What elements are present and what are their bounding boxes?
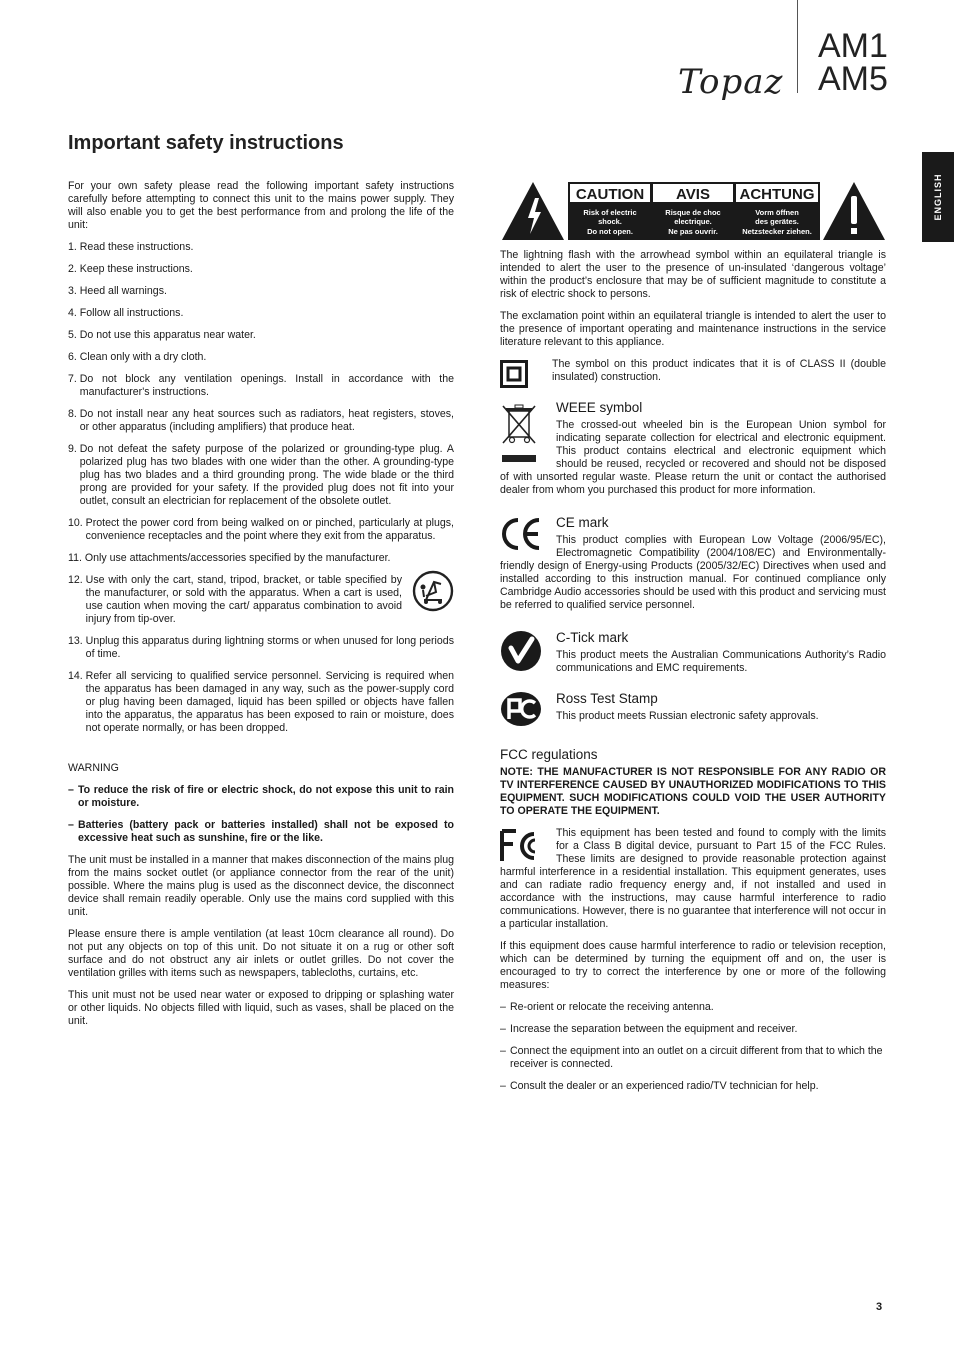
warning-item	[68, 784, 454, 810]
model-1: AM1	[818, 27, 888, 65]
ctick-title: C-Tick mark	[556, 630, 629, 645]
fcc-measure-text: Consult the dealer or an experienced radio/TV technician for help.	[510, 1080, 819, 1092]
warning-text: Batteries (battery pack or batteries installed) shall not be exposed to excessive heat such as sunshine, fire or the like.	[78, 819, 454, 844]
list-item	[68, 241, 454, 254]
ventilation-paragraph: Please ensure there is ample ventilation (at least 10cm clearance all round). Do not put any objects on top of this unit. Do not situate it on a rug or other soft surface and do not obstruct any air inlets or outlet grilles. Do not cover the ventilation grilles with items such as newspapers, tablecloths, curtains, etc.	[68, 928, 454, 979]
ce-block	[500, 515, 886, 612]
list-number: 4.	[68, 307, 80, 319]
fcc-measure	[500, 1080, 886, 1093]
list-number: 11.	[68, 552, 85, 564]
ross-block	[500, 691, 886, 727]
fcc-measure	[500, 1045, 886, 1071]
language-tab	[922, 152, 954, 242]
warning-text: To reduce the risk of fire or electric shock, do not expose this unit to rain or moisture.	[78, 784, 454, 809]
list-text: Heed all warnings.	[79, 285, 167, 297]
list-item	[68, 574, 454, 626]
water-paragraph: This unit must not be used near water or exposed to dripping or splashing water or other liquids. No objects filled with liquid, such as vases, shall be placed on the unit.	[68, 989, 454, 1027]
avis-sub: Risque de choc	[665, 208, 721, 217]
brand-logo: Topaz	[678, 62, 784, 102]
fcc-measure-text: Connect the equipment into an outlet on a circuit different from that to which the receiver is connected.	[510, 1045, 883, 1070]
list-text: Use with only the cart, stand, tripod, bracket, or table specified by the manufacturer, or sold with the apparatus. When a cart is used, use caution when moving the cart/ apparatus combination to avoid injury from tip-over.	[85, 574, 402, 625]
exclamation-paragraph: The exclamation point within an equilateral triangle is intended to alert the user to the presence of important operating and maintenance instructions in the service literature relevant to this appliance.	[500, 310, 886, 348]
list-number: 8.	[68, 408, 80, 420]
ce-text: This product complies with European Low Voltage (2006/95/EC), Electromagnetic Compatibility (2004/108/EC) and Environmentally-friendly design of Energy-using Products (2005/32/EC) Directives when used and installed according to this instruction manual. For continued compliance only Cambridge Audio accessories should be used with this product and servicing must be referred to qualified service personnel.	[500, 534, 886, 611]
list-text: Do not block any ventilation openings. Install in accordance with the manufacturer's instructions.	[79, 373, 454, 398]
fcc-logo-icon	[500, 829, 542, 863]
intro-paragraph: For your own safety please read the following important safety instructions carefully before attempting to connect this unit to the mains power supply. They will also enable you to get the best performance from and prolong the life of the unit:	[68, 180, 454, 231]
list-number: 9.	[68, 443, 80, 455]
fcc-measure	[500, 1001, 886, 1014]
avis-sub: electrique.	[674, 217, 712, 226]
ross-test-stamp-icon	[500, 691, 542, 727]
achtung-sub: des gerätes.	[755, 217, 799, 226]
list-item	[68, 670, 454, 735]
list-number: 5.	[68, 329, 80, 341]
list-item	[68, 285, 454, 298]
fcc-note: NOTE: THE MANUFACTURER IS NOT RESPONSIBLE FOR ANY RADIO OR TV INTERFERENCE CAUSED BY UNAUTHORIZED MODIFICATIONS TO THIS EQUIPMENT. SUCH MODIFICATIONS COULD VOID THE USER AUTHORITY TO OPERATE THE EQUIPMENT.	[500, 766, 886, 817]
language-tab-label: ENGLISH	[933, 173, 943, 221]
caution-label	[500, 180, 886, 242]
avis-heading: AVIS	[676, 186, 710, 203]
list-text: Keep these instructions.	[79, 263, 193, 275]
fcc-measure-text: Re-orient or relocate the receiving antenna.	[510, 1001, 714, 1013]
dash: –	[500, 1080, 506, 1092]
achtung-sub: Netzstecker ziehen.	[742, 227, 812, 236]
class2-block	[500, 358, 886, 388]
caution-heading: CAUTION	[575, 186, 645, 203]
ctick-block	[500, 630, 886, 675]
achtung-heading: ACHTUNG	[739, 186, 815, 203]
list-text: Unplug this apparatus during lightning storms or when unused for long periods of time.	[85, 635, 454, 660]
fcc-text-2: If this equipment does cause harmful interference to radio or television reception, which can be determined by turning the equipment off and on, the user is encouraged to try to correct the interference by one or more of the following measures:	[500, 940, 886, 991]
page-number: 3	[876, 1301, 883, 1313]
list-text: Do not defeat the safety purpose of the polarized or grounding-type plug. A polarized plug has two blades with one wider than the other. A grounding-type plug has two blades and a third grounding prong. The wide blade or the third prong are provided for your safety. If the provided plug does not fit into your outlet, consult an electrician for replacement of the obsolete outlet.	[79, 443, 454, 507]
list-text: Do not install near any heat sources such as radiators, heat registers, stoves, or other apparatus (including amplifiers) that produce heat.	[79, 408, 454, 433]
list-item	[68, 373, 454, 399]
caution-sub: shock.	[598, 217, 622, 226]
achtung-sub: Vorm öffnen	[755, 208, 799, 217]
list-item	[68, 443, 454, 508]
fcc-measure-text: Increase the separation between the equipment and receiver.	[510, 1023, 798, 1035]
list-item	[68, 307, 454, 320]
dash: –	[500, 1023, 506, 1035]
lightning-paragraph: The lightning flash with the arrowhead symbol within an equilateral triangle is intended to alert the user to the presence of un-insulated ‘dangerous voltage’ within the product’s enclosure that may be of sufficient magnitude to constitute a risk of electric shock to persons.	[500, 249, 886, 300]
ctick-text: This product meets the Australian Communications Authority’s Radio communications and EMC requirements.	[556, 649, 886, 674]
weee-block	[500, 400, 886, 497]
fcc-block	[500, 827, 886, 931]
list-item	[68, 351, 454, 364]
ce-title: CE mark	[556, 515, 609, 530]
right-column	[500, 180, 886, 1102]
list-item	[68, 552, 454, 565]
dash: –	[68, 819, 74, 831]
header-divider	[797, 0, 798, 93]
warning-item	[68, 819, 454, 845]
weee-text: The crossed-out wheeled bin is the European Union symbol for indicating separate collection for electrical and electronic equipment. This product contains electrical and electronic equipment which should be reused, recycled or recovered and should not be disposed of with unsorted regular waste. Please return the unit or contact the authorised dealer from whom you purchased this product for more information.	[500, 419, 886, 496]
list-item	[68, 517, 454, 543]
list-text: Clean only with a dry cloth.	[79, 351, 207, 363]
ross-text: This product meets Russian electronic safety approvals.	[556, 710, 819, 722]
page-title: Important safety instructions	[68, 132, 344, 154]
class-ii-double-square-icon	[500, 360, 528, 388]
dash: –	[68, 784, 74, 796]
list-text: Only use attachments/accessories specified by the manufacturer.	[84, 552, 391, 564]
list-item	[68, 263, 454, 276]
avis-sub: Ne pas ouvrir.	[668, 227, 718, 236]
list-number: 2.	[68, 263, 80, 275]
fcc-title: FCC regulations	[500, 747, 598, 762]
ross-title: Ross Test Stamp	[556, 691, 658, 706]
weee-crossed-bin-icon	[500, 403, 538, 465]
fcc-measure	[500, 1023, 886, 1036]
list-text: Refer all servicing to qualified service personnel. Servicing is required when the apparatus has been damaged in any way, such as the power-supply cord or plug having been damaged, liquid has been spilled or objects have fallen into the apparatus, the apparatus has been exposed to rain or moisture, does not operate normally, or has been dropped.	[85, 670, 454, 734]
list-text: Read these instructions.	[79, 241, 194, 253]
model-2: AM5	[818, 60, 888, 98]
disconnect-paragraph: The unit must be installed in a manner that makes disconnection of the mains plug from the mains socket outlet (or appliance connector from the rear of the unit) possible. Where the mains plug is used as the disconnect device, the disconnect device shall remain readily operable. Only use the mains cord supplied with this unit.	[68, 854, 454, 918]
list-number: 14.	[68, 670, 86, 682]
list-text: Do not use this apparatus near water.	[79, 329, 256, 341]
list-number: 7.	[68, 373, 80, 385]
list-number: 3.	[68, 285, 80, 297]
caution-sub: Risk of electric	[583, 208, 637, 217]
class2-text: The symbol on this product indicates that it is of CLASS II (double insulated) construction.	[552, 358, 886, 383]
fcc-text: This equipment has been tested and found to comply with the limits for a Class B digital device, pursuant to Part 15 of the FCC Rules. These limits are designed to provide reasonable protection against harmful interference in a residential installation. This equipment generates, uses and can radiate radio frequency energy and, if not installed and used in accordance with the instructions, may cause harmful interference to radio communications. However, there is no guarantee that interference will not occur in a particular installation.	[500, 827, 886, 930]
list-item	[68, 635, 454, 661]
list-text: Follow all instructions.	[79, 307, 184, 319]
model-names	[818, 27, 888, 98]
list-item	[68, 408, 454, 434]
ce-mark-icon	[500, 517, 542, 551]
caution-sub: Do not open.	[587, 227, 633, 236]
list-text: Protect the power cord from being walked on or pinched, particularly at plugs, convenience receptacles and the point where they exit from the apparatus.	[85, 517, 454, 542]
dash: –	[500, 1045, 506, 1057]
list-number: 1.	[68, 241, 80, 253]
list-number: 12.	[68, 574, 86, 586]
weee-title: WEEE symbol	[556, 400, 643, 415]
left-column	[68, 180, 454, 1037]
list-number: 10.	[68, 517, 86, 529]
list-item	[68, 329, 454, 342]
list-number: 13.	[68, 635, 86, 647]
cart-tipover-warning-icon	[412, 570, 454, 612]
list-number: 6.	[68, 351, 80, 363]
warning-heading: WARNING	[68, 762, 119, 774]
dash: –	[500, 1001, 506, 1013]
c-tick-mark-icon	[500, 630, 542, 672]
